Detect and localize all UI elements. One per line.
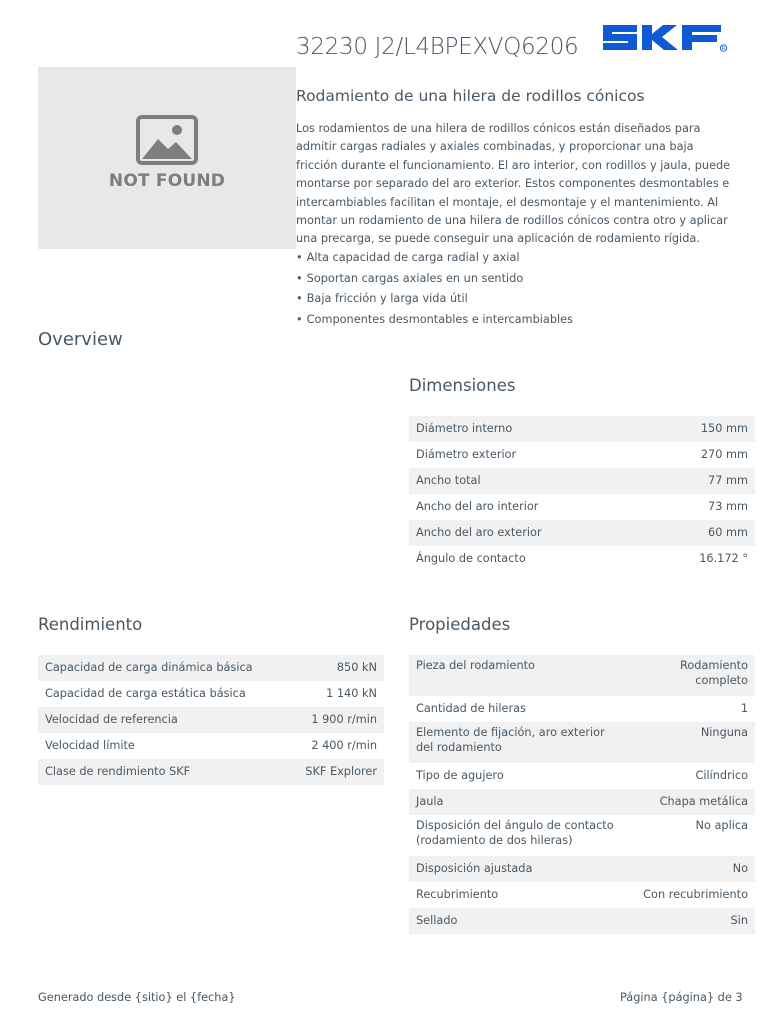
row-value: 1 900 r/min — [311, 712, 377, 726]
row-label: Diámetro exterior — [416, 447, 517, 461]
svg-text:R: R — [721, 47, 726, 52]
row-label: Recubrimiento — [416, 887, 499, 901]
skf-logo — [601, 22, 729, 54]
table-row — [409, 442, 755, 468]
image-not-found-label: NOT FOUND — [108, 171, 226, 191]
footer-page-number: Página {página} de 3 — [620, 991, 743, 1004]
table-row — [409, 520, 755, 546]
row-value: Ninguna — [700, 726, 748, 739]
overview-heading: Overview — [38, 329, 123, 350]
table-row — [409, 856, 755, 882]
row-value: 2 400 r/min — [311, 738, 377, 752]
row-label: Jaula — [416, 794, 444, 808]
row-label: Disposición del ángulo de contacto (rodamiento de dos hileras) — [416, 819, 614, 847]
row-value: 1 — [740, 701, 748, 715]
feature-item: • Soportan cargas axiales en un sentido — [296, 269, 736, 290]
feature-list — [296, 248, 736, 330]
row-value: Con recubrimiento — [643, 887, 748, 901]
table-row — [409, 468, 755, 494]
row-value: No aplica — [695, 819, 748, 832]
row-value: No — [732, 861, 748, 875]
product-image-placeholder — [38, 67, 296, 249]
feature-item: • Alta capacidad de carga radial y axial — [296, 248, 736, 269]
table-row — [409, 722, 755, 763]
row-value: 150 mm — [700, 421, 748, 435]
row-value: Rodamiento completo — [680, 659, 748, 687]
image-placeholder-icon — [136, 115, 198, 165]
row-label: Diámetro interno — [416, 421, 513, 435]
table-row — [38, 707, 384, 733]
dimensions-table — [409, 416, 755, 572]
row-label: Capacidad de carga dinámica básica — [45, 660, 253, 674]
product-description: Los rodamientos de una hilera de rodillos cónicos están diseñados para admitir cargas radiales y axiales combinadas, y proporcionar una baja fricción durante el funcionamiento. El aro interior, con rodillos y jaula, puede montarse por separado del aro exterior. Estos componentes desmontables e intercambiables facilitan el montaje, el desmontaje y el mantenimiento. Al montar un rodamiento de una hilera de rodillos cónicos contra otro y aplicar una precarga, se puede conseguir una aplicación de rodamiento rígida. — [296, 122, 731, 246]
row-label: Tipo de agujero — [416, 768, 504, 782]
dimensions-heading: Dimensiones — [409, 376, 516, 395]
footer-generated-text: Generado desde {sitio} el {fecha} — [38, 991, 236, 1004]
row-value: Sin — [730, 913, 748, 927]
row-value: 270 mm — [700, 447, 748, 461]
row-value: 1 140 kN — [326, 686, 377, 700]
row-value: SKF Explorer — [305, 764, 377, 778]
row-value: 850 kN — [336, 660, 377, 674]
row-label: Velocidad de referencia — [45, 712, 178, 726]
row-value: 73 mm — [708, 499, 748, 513]
product-title: 32230 J2/L4BPEXVQ6206 — [296, 34, 579, 60]
row-label: Cantidad de hileras — [416, 701, 526, 715]
table-row — [38, 681, 384, 707]
table-row — [409, 416, 755, 442]
performance-heading: Rendimiento — [38, 615, 143, 634]
properties-heading: Propiedades — [409, 615, 511, 634]
row-value: Cilíndrico — [695, 768, 748, 782]
row-label: Ángulo de contacto — [416, 551, 526, 565]
row-label: Ancho del aro interior — [416, 499, 539, 513]
row-label: Ancho total — [416, 473, 481, 487]
row-label: Sellado — [416, 913, 458, 927]
table-row — [409, 882, 755, 908]
table-row — [409, 763, 755, 789]
feature-item: • Componentes desmontables e intercambiables — [296, 310, 736, 331]
row-value: 60 mm — [708, 525, 748, 539]
table-row — [409, 655, 755, 696]
row-label: Velocidad límite — [45, 738, 135, 752]
row-label: Clase de rendimiento SKF — [45, 764, 191, 778]
table-row — [409, 494, 755, 520]
performance-table — [38, 655, 384, 785]
logo-text: SKF — [601, 22, 603, 23]
product-subtitle: Rodamiento de una hilera de rodillos cónicos — [296, 87, 645, 105]
feature-item: • Baja fricción y larga vida útil — [296, 289, 736, 310]
row-value: 16.172 ° — [699, 551, 748, 565]
row-label: Pieza del rodamiento — [416, 659, 535, 672]
row-label: Ancho del aro exterior — [416, 525, 542, 539]
table-row — [409, 908, 755, 934]
row-label: Capacidad de carga estática básica — [45, 686, 246, 700]
row-label: Elemento de fijación, aro exterior del rodamiento — [416, 726, 605, 754]
row-label: Disposición ajustada — [416, 861, 533, 875]
row-value: Chapa metálica — [659, 794, 748, 808]
table-row — [38, 655, 384, 681]
table-row — [409, 815, 755, 856]
row-value: 77 mm — [708, 473, 748, 487]
properties-table — [409, 655, 755, 934]
table-row — [409, 546, 755, 572]
table-row — [409, 789, 755, 815]
table-row — [38, 759, 384, 785]
table-row — [38, 733, 384, 759]
table-row — [409, 696, 755, 722]
